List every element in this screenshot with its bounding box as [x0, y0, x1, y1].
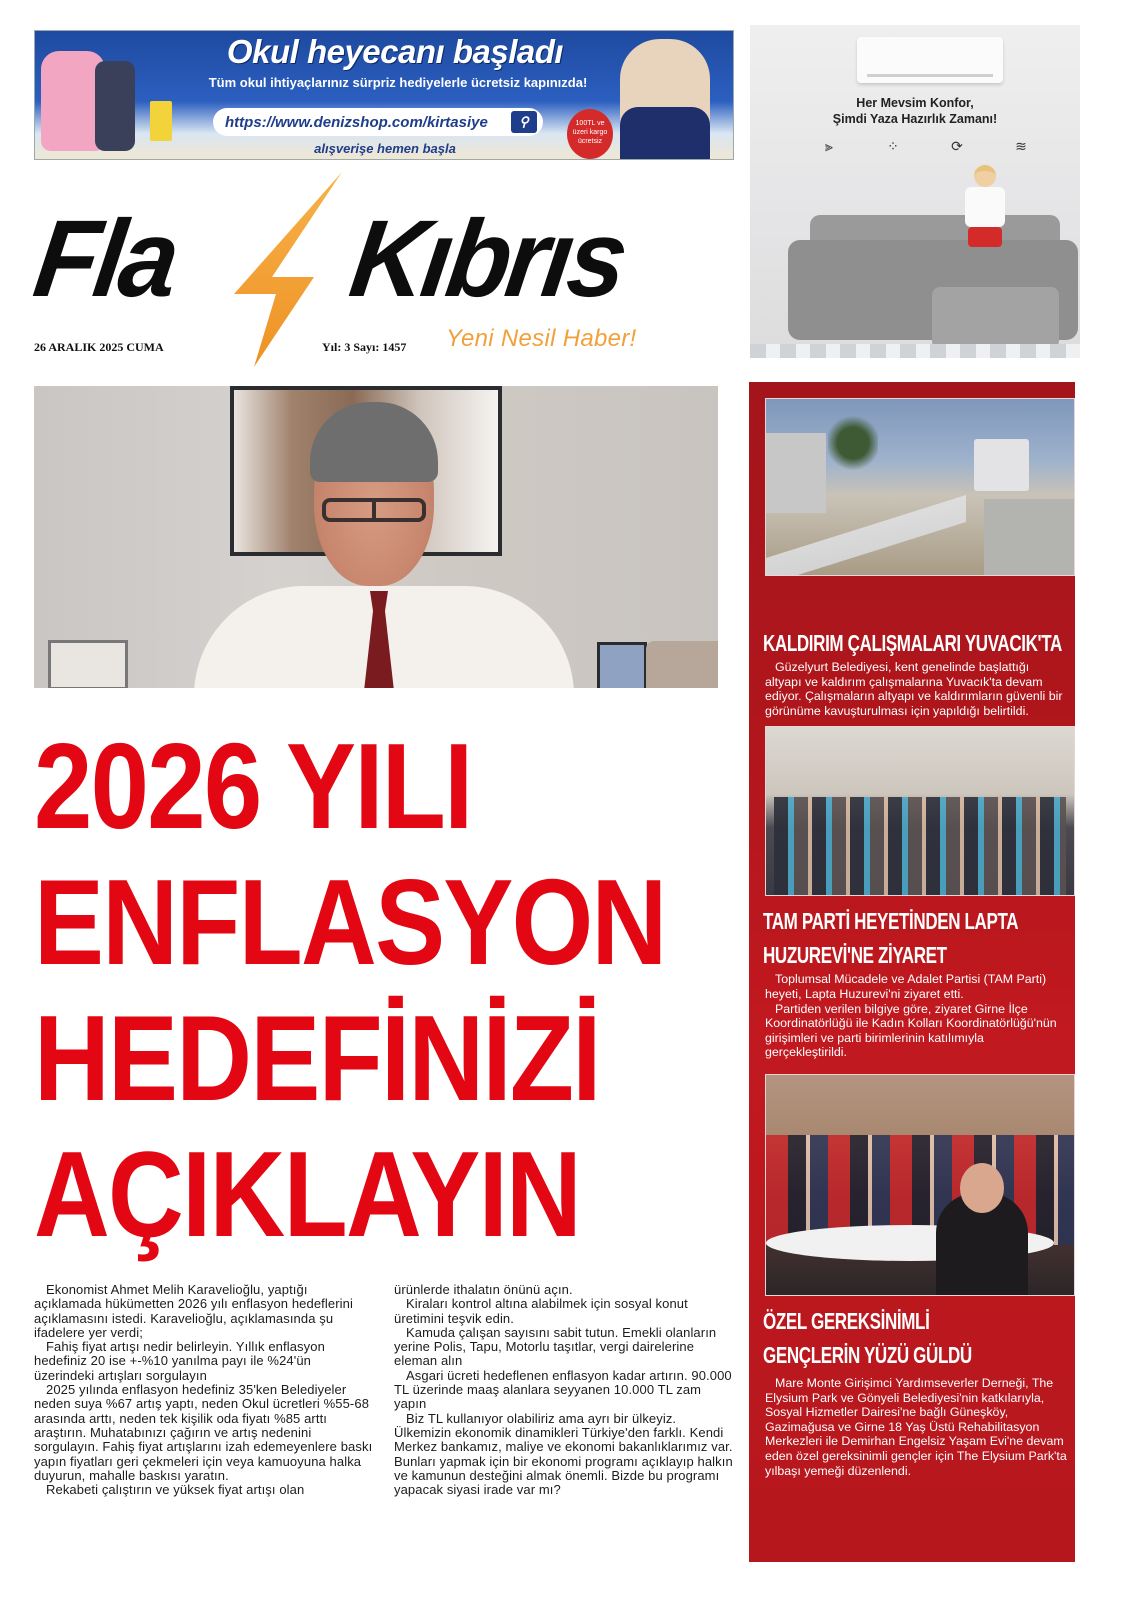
nursing-home-visit-photo	[765, 726, 1075, 896]
ad-headline: Okul heyecanı başladı	[226, 33, 564, 70]
sidebar-story-tam-parti[interactable]	[765, 726, 1075, 1060]
masthead	[27, 172, 734, 362]
sidebar-story-special-needs[interactable]	[765, 1074, 1075, 1478]
story-text	[765, 660, 1075, 718]
issue-number: Yıl: 3 Sayı: 1457	[322, 340, 407, 354]
ad-url-text: https://www.denizshop.com/kirtasiye	[225, 113, 488, 131]
logo-text-right: Kıbrıs	[343, 198, 632, 320]
paragraph: Kiraları kontrol altına alabilmek için sosyal konut üretimini teşvik edin.	[394, 1296, 688, 1326]
article-column-2	[394, 1283, 734, 1497]
wifi-icon: ≋	[1015, 138, 1027, 154]
logo-text-left: Fla	[27, 198, 183, 320]
rug-image	[750, 344, 1080, 358]
paragraph: ürünlerde ithalatın önünü açın.	[394, 1282, 573, 1297]
sidewalk-construction-photo	[765, 398, 1075, 576]
air-conditioner-ad[interactable]	[750, 25, 1080, 358]
paragraph: Fahiş fiyat artışı nedir belirleyin. Yıllık enflasyon hedefiniz 20 ise +-%10 yanılma payı ile %24'ün üzerindeki artışları sorgulayın	[34, 1339, 325, 1383]
airflow-icon: ⫸	[825, 138, 833, 154]
slogan-line-2: Şimdi Yaza Hazırlık Zamanı!	[832, 112, 998, 126]
story-title-line-2: GENÇLERİN YÜZÜ GÜLDÜ	[763, 1341, 972, 1368]
feature-self-clean	[928, 137, 986, 160]
story-title-line-2: HUZUREVİ'NE ZİYARET	[763, 942, 947, 969]
article-column-1	[34, 1283, 374, 1497]
story-title: KALDIRIM ÇALIŞMALARI YUVACIK'TA	[763, 630, 1062, 656]
headline-line-1: 2026 YILI	[34, 718, 472, 854]
ac-unit-image	[857, 37, 1003, 83]
purify-icon: ⁘	[887, 138, 899, 154]
feature-purify	[864, 137, 922, 160]
free-shipping-badge: 100TL ve üzeri kargo ücretsiz	[567, 109, 613, 159]
tagline: Yeni Nesil Haber!	[446, 325, 637, 352]
ad-url-link[interactable]	[213, 108, 543, 136]
new-year-dinner-photo	[765, 1074, 1075, 1296]
headline-line-4: AÇIKLAYIN	[34, 1126, 581, 1262]
paragraph: Ekonomist Ahmet Melih Karavelioğlu, yaptığı açıklamada hükümetten 2026 yılı enflasyon hedeflerini açıklamasını istedi. Karavelioğlu, açıklamasında şu ifadelere yer verdi;	[34, 1282, 353, 1340]
paragraph: Güzelyurt Belediyesi, kent genelinde başlattığı altyapı ve kaldırım çalışmalarına Yuvacık'ta devam ediyor. Çalışmaların altyapı ve kaldırımların güvenli bir görünüme kavuşturulması için yapıldığı belirtildi.	[765, 660, 1063, 718]
lead-headline	[34, 718, 734, 1262]
student-image	[620, 39, 710, 159]
headline-line-2: ENFLASYON	[34, 854, 666, 990]
ad-slogan	[750, 95, 1080, 127]
school-supplies-ad[interactable]	[34, 30, 734, 160]
paragraph: Kamuda çalışan sayısını sabit tutun. Emekli olanların yerine Polis, Tapu, Motorlu taşıtlar, vergi dairelerine eleman alın	[394, 1324, 717, 1369]
paragraph: Partiden verilen bilgiye göre, ziyaret Girne İlçe Koordinatörlüğü ile Kadın Kolları Koordinatörlüğü'nün girişimleri ve parti birimlerinin katılımıyla gerçekleştirildi.	[765, 1001, 1057, 1060]
ottoman-image	[932, 287, 1059, 349]
pencil-cup-image	[150, 101, 172, 141]
issue-date: 26 ARALIK 2025 CUMA	[34, 340, 164, 354]
feature-icons	[800, 137, 1050, 160]
lead-story-photo	[34, 386, 718, 688]
self-clean-icon: ⟳	[951, 138, 963, 154]
paragraph: Toplumsal Mücadele ve Adalet Partisi (TAM Parti) heyeti, Lapta Huzurevi'ni ziyaret etti.	[765, 972, 1047, 1001]
search-icon[interactable]: ⚲	[511, 111, 537, 133]
paragraph: Rekabeti çalıştırın ve yüksek fiyat artışı olan	[46, 1482, 305, 1498]
jumping-child-image	[960, 165, 1010, 285]
feature-wifi	[992, 137, 1050, 160]
ad-cta: alışverişe hemen başla	[314, 141, 456, 156]
news-sidebar	[749, 382, 1075, 1562]
paragraph: 2025 yılında enflasyon hedefiniz 35'ken Belediyeler neden suya %67 artış yaptı, neden Okul ücretleri %55-68 arasında arttı, neden tek kişilik oda fiyatı %85 arttı araştırın. Muhatabınızı çağırın ve artış nedenini sorgulayın. Fahiş fiyat artışlarını izah edemeyenlere baskı yapın fiyatları geri çekmeleri için veya kamuoyuna halka duyurun, mahalle baskısı yaratın.	[34, 1382, 373, 1483]
lightning-bolt-icon	[214, 172, 354, 367]
ad-subline: Tüm okul ihtiyaçlarınız sürpriz hediyelerle ücretsiz kapınızda!	[208, 75, 588, 90]
story-title-line-1: TAM PARTİ HEYETİNDEN LAPTA	[763, 908, 1019, 935]
headline-line-3: HEDEFİNİZİ	[34, 990, 600, 1126]
story-title-line-1: ÖZEL GEREKSİNİMLİ	[763, 1307, 930, 1334]
story-text	[765, 972, 1075, 1060]
sidebar-story-sidewalk[interactable]	[765, 398, 1075, 718]
feature-airflow	[800, 137, 858, 160]
lead-story-body	[34, 1283, 734, 1497]
trolley-bag-image	[95, 61, 135, 151]
paragraph: Asgari ücreti hedeflenen enflasyon kadar artırın. 90.000 TL üzerinde maaş alanlara seyyanen 10.000 TL zam yapın	[394, 1367, 732, 1412]
slogan-line-1: Her Mevsim Konfor,	[856, 96, 974, 110]
story-text	[765, 1376, 1075, 1478]
paragraph: Biz TL kullanıyor olabiliriz ama ayrı bir ülkeyiz. Ülkemizin ekonomik dinamikleri Türkiye'den farklı. Kendi Merkez bankamız, maliye ve ekonomi bakanlıklarımız var. Bunları yapmak için bir ekonomi programı açıklayıp halkın ve kamunun desteğini almak önemli. Bizde bu programı yapacak siyasi irade var mı?	[394, 1410, 733, 1498]
paragraph: Mare Monte Girişimci Yardımseverler Derneği, The Elysium Park ve Gönyeli Belediyesi'nin katkılarıyla, Sosyal Hizmetler Dairesi'ne bağlı Güneşköy, Gazimağusa ve Girne 18 Yaş Üstü Rehabilitasyon Merkezleri ile Demirhan Engelsiz Yaşam Evi'ne devam eden özel gereksinimli gençler için The Elysium Park'ta yılbaşı yemeği düzenlendi.	[765, 1375, 1067, 1478]
